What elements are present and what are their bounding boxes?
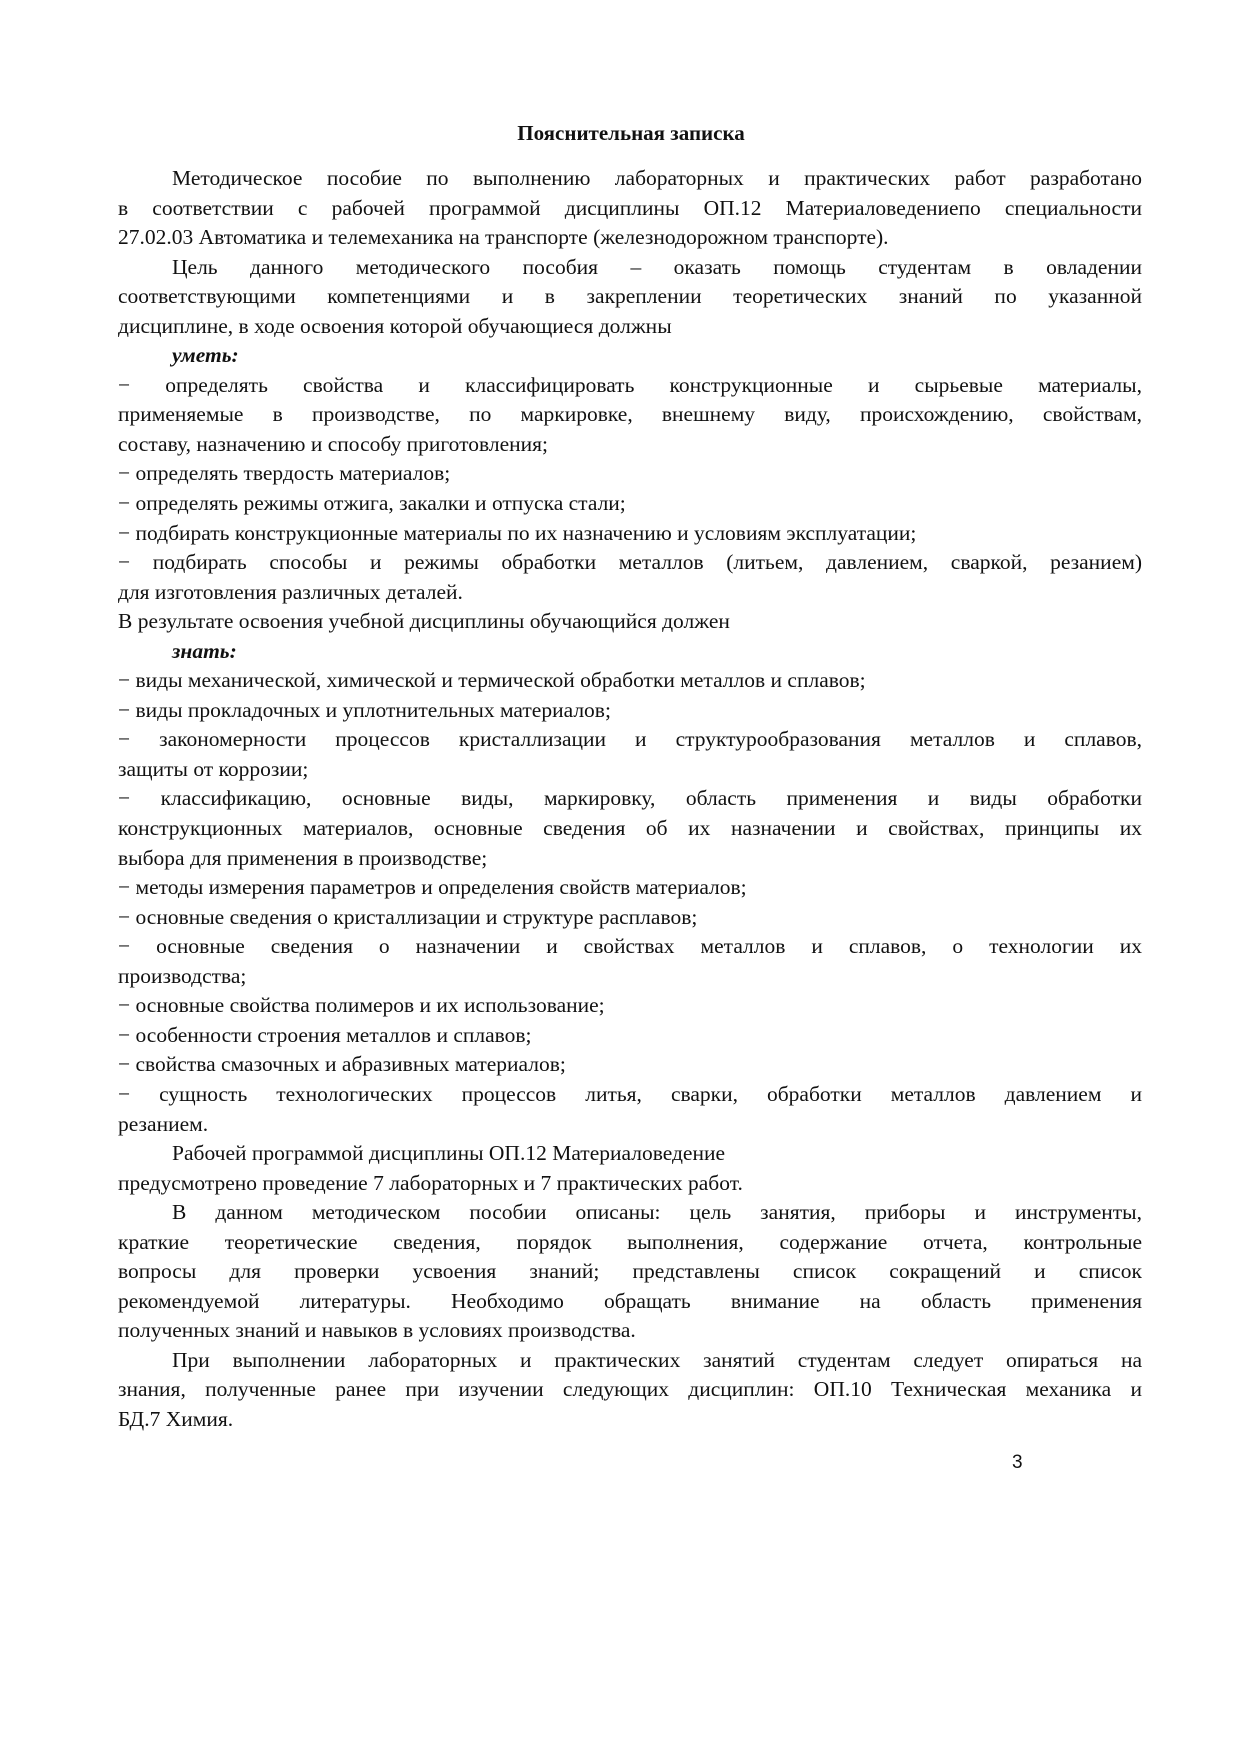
text-line: дисциплине, в ходе освоения которой обучающиеся должны [118, 313, 672, 338]
text-line: − определять твердость материалов; [118, 461, 451, 486]
text-line: − особенности строения металлов и сплавов; [118, 1022, 532, 1047]
text-line: − свойства смазочных и абразивных материалов; [118, 1052, 566, 1077]
text-line: выбора для применения в производстве; [118, 845, 488, 870]
text-line: резанием. [118, 1111, 209, 1136]
text-line: − основные сведения о кристаллизации и структуре расплавов; [118, 904, 698, 929]
text-line: конструкционных материалов, основные сведения об их назначении и свойствах, принципы их [118, 816, 1142, 841]
text-line: производства; [118, 963, 247, 988]
text-line: Рабочей программой дисциплины ОП.12 Материаловедение [172, 1141, 726, 1166]
text-line: соответствующими компетенциями и в закреплении теоретических знаний по указанной [118, 284, 1142, 309]
text-line: В результате освоения учебной дисциплины обучающийся должен [118, 609, 730, 634]
text-line: в соответствии с рабочей программой дисциплины ОП.12 Материаловедениепо специальности [118, 195, 1142, 220]
text-line: − подбирать конструкционные материалы по их назначению и условиям эксплуатации; [118, 520, 917, 545]
text-line: В данном методическом пособии описаны: цель занятия, приборы и инструменты, [172, 1200, 1142, 1225]
text-line: − сущность технологических процессов литья, сварки, обработки металлов давлением и [118, 1081, 1142, 1106]
text-line: знания, полученные ранее при изучении следующих дисциплин: ОП.10 Техническая механика и [118, 1377, 1142, 1402]
text-line: − подбирать способы и режимы обработки металлов (литьем, давлением, сваркой, резанием) [118, 550, 1142, 575]
text-line: − классификацию, основные виды, маркировку, область применения и виды обработки [118, 786, 1142, 811]
text-line: составу, назначению и способу приготовления; [118, 431, 549, 456]
text-line: вопросы для проверки усвоения знаний; представлены список сокращений и список [118, 1259, 1142, 1284]
text-line: рекомендуемой литературы. Необходимо обращать внимание на область применения [118, 1288, 1142, 1313]
text-line: БД.7 Химия. [118, 1406, 234, 1431]
text-line: − виды механической, химической и термической обработки металлов и сплавов; [118, 668, 866, 693]
text-line: Методическое пособие по выполнению лабораторных и практических работ разработано [172, 166, 1142, 190]
text-line: 27.02.03 Автоматика и телемеханика на транспорте (железнодорожном транспорте). [118, 225, 889, 250]
section-heading: знать: [172, 638, 237, 663]
text-line: − определять режимы отжига, закалки и отпуска стали; [118, 491, 626, 516]
page-number: 3 [1012, 1452, 1023, 1473]
page-title: Пояснительная записка [517, 121, 745, 145]
text-line: предусмотрено проведение 7 лабораторных и 7 практических работ. [118, 1170, 743, 1195]
section-heading: уметь: [172, 343, 239, 368]
text-line: для изготовления различных деталей. [118, 579, 463, 604]
text-line: − методы измерения параметров и определения свойств материалов; [118, 875, 747, 900]
text-line: Цель данного методического пособия – оказать помощь студентам в овладении [172, 254, 1142, 279]
text-line: − закономерности процессов кристаллизации и структурообразования металлов и сплавов, [118, 727, 1142, 752]
text-line: защиты от коррозии; [118, 756, 309, 781]
text-line: − основные сведения о назначении и свойствах металлов и сплавов, о технологии их [118, 934, 1142, 959]
text-line: − определять свойства и классифицировать конструкционные и сырьевые материалы, [118, 372, 1142, 397]
text-line: При выполнении лабораторных и практических занятий студентам следует опираться на [172, 1347, 1142, 1372]
document-body [118, 164, 1142, 1435]
text-line: полученных знаний и навыков в условиях производства. [118, 1318, 636, 1343]
text-line: − основные свойства полимеров и их использование; [118, 993, 605, 1018]
text-line: краткие теоретические сведения, порядок выполнения, содержание отчета, контрольные [118, 1229, 1142, 1254]
text-line: − виды прокладочных и уплотнительных материалов; [118, 697, 611, 722]
text-line: применяемые в производстве, по маркировке, внешнему виду, происхождению, свойствам, [118, 402, 1142, 427]
